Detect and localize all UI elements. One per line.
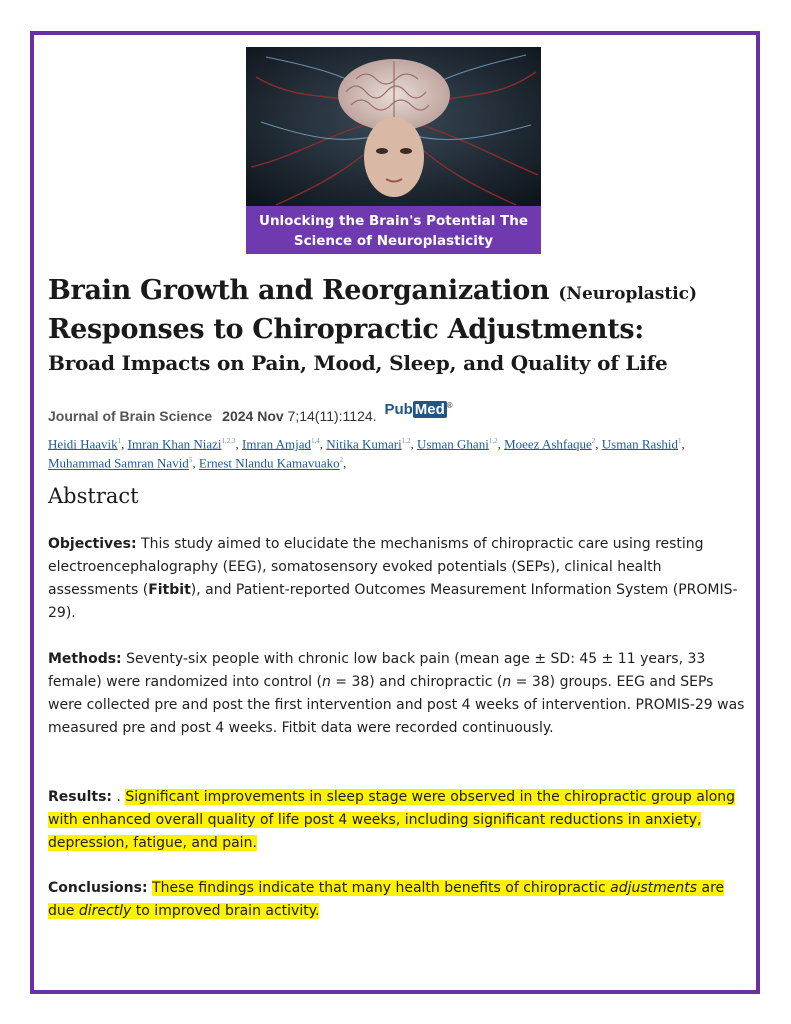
author-link[interactable]: Usman Ghani — [416, 436, 489, 452]
volume-issue: 7;14(11):1124. — [287, 408, 377, 424]
author-link[interactable]: Moeez Ashfaque — [504, 436, 592, 452]
results-prefix: . — [112, 789, 126, 805]
conclusions-highlight — [48, 880, 724, 919]
conclusions-text-3: to improved brain activity. — [131, 903, 320, 919]
methods-paragraph — [48, 648, 748, 740]
pubmed-pub: Pub — [384, 401, 413, 418]
journal-name: Journal of Brain Science — [48, 408, 213, 424]
title-line-1 — [48, 273, 748, 312]
n-symbol: n — [502, 674, 512, 690]
article-subtitle: Broad Impacts on Pain, Mood, Sleep, and Quality of Life — [48, 351, 668, 375]
author-link[interactable]: Usman Rashid — [601, 436, 678, 452]
directly-emphasis: directly — [78, 903, 132, 919]
author-link[interactable]: Muhammad Samran Navid — [48, 455, 189, 471]
author-affil: 1,2 — [401, 437, 411, 445]
author-link[interactable]: Ernest Nlandu Kamavuako — [198, 455, 340, 471]
author-affil: 1,2 — [488, 437, 498, 445]
conclusions-paragraph — [48, 877, 748, 923]
title-line-2: Responses to Chiropractic Adjustments: — [48, 314, 644, 345]
author-affil: 2 — [591, 437, 596, 445]
objectives-paragraph — [48, 533, 748, 625]
n-symbol: n — [321, 674, 331, 690]
author-link[interactable]: Imran Khan Niazi — [127, 436, 222, 452]
hero-banner — [246, 206, 541, 254]
methods-text-2: = 38) and chiropractic ( — [330, 674, 503, 690]
results-label: Results: — [48, 789, 112, 805]
author-link[interactable]: Heidi Haavik — [48, 436, 118, 452]
author-list: Heidi Haavik$^1$, Imran Khan Niazi$^{1,2,3}$, Imran Amjad$^{1,4}$, Nitika Kumari$^{1,2}$, Usman Ghani$^{1,2}$, Moeez Ashfaque$^2$, Usman Rashid$^1$, Muhammad Samran Navid$^5$, Ernest Nlandu Kamavuako$^2$, — [48, 436, 685, 471]
methods-text: Seventy-six people with chronic low back pain (mean age ± SD: 45 ± 11 years, 33 female) were randomized into control ( — [48, 651, 706, 690]
publication-date: 2024 Nov — [222, 408, 284, 424]
objectives-text-end: ), and Patient-reported Outcomes Measurement Information System (PROMIS-29). — [48, 582, 738, 621]
results-paragraph — [48, 786, 748, 855]
conclusions-label: Conclusions: — [48, 880, 148, 896]
banner-line-1: Unlocking the Brain's Potential The — [258, 213, 529, 229]
methods-label: Methods: — [48, 651, 122, 667]
abstract-heading: Abstract — [48, 484, 139, 508]
author-affil: 1 — [678, 437, 682, 445]
objectives-text: This study aimed to elucidate the mechanisms of chiropractic care using resting electroencephalography (EEG), somatosensory evoked potentials (SEPs), clinical health assessments ( — [48, 536, 704, 598]
results-highlight: Significant improvements in sleep stage were observed in the chiropractic group along with enhanced overall quality of life post 4 weeks, including significant reductions in anxiety, depression, fatigue, and pain. — [48, 789, 736, 851]
author-affil: 2 — [339, 456, 344, 465]
author-affil: 1,4 — [311, 437, 320, 445]
brain-illustration — [246, 47, 541, 206]
author-affil: 1,2,3 — [221, 437, 236, 445]
pubmed-logo[interactable] — [384, 397, 452, 419]
objectives-label: Objectives: — [48, 536, 137, 552]
pubmed-reg: ® — [446, 401, 453, 410]
conclusions-text-2: are due — [48, 880, 725, 919]
author-link[interactable]: Nitika Kumari — [326, 436, 402, 452]
author-affil: 5 — [188, 456, 193, 465]
hero-image — [246, 47, 541, 254]
pubmed-med: Med — [414, 401, 445, 418]
conclusions-text: These findings indicate that many health benefits of chiropractic — [152, 880, 611, 896]
banner-line-2: Science of Neuroplasticity — [293, 233, 494, 249]
author-affil: 1 — [117, 437, 122, 445]
title-paren: (Neuroplastic) — [558, 284, 698, 304]
journal-citation — [48, 401, 748, 426]
fitbit-bold: Fitbit — [148, 582, 191, 598]
article-title — [48, 273, 748, 378]
adjustments-emphasis: adjustments — [610, 880, 698, 896]
author-link[interactable]: Imran Amjad — [242, 436, 311, 452]
title-main: Brain Growth and Reorganization — [48, 275, 550, 306]
methods-text-3: = 38) groups. EEG and SEPs were collected pre and post the first intervention and post 4 weeks of intervention. PROMIS-29 was measured pre and post 4 weeks. Fitbit data were recorded continuously. — [48, 674, 745, 736]
